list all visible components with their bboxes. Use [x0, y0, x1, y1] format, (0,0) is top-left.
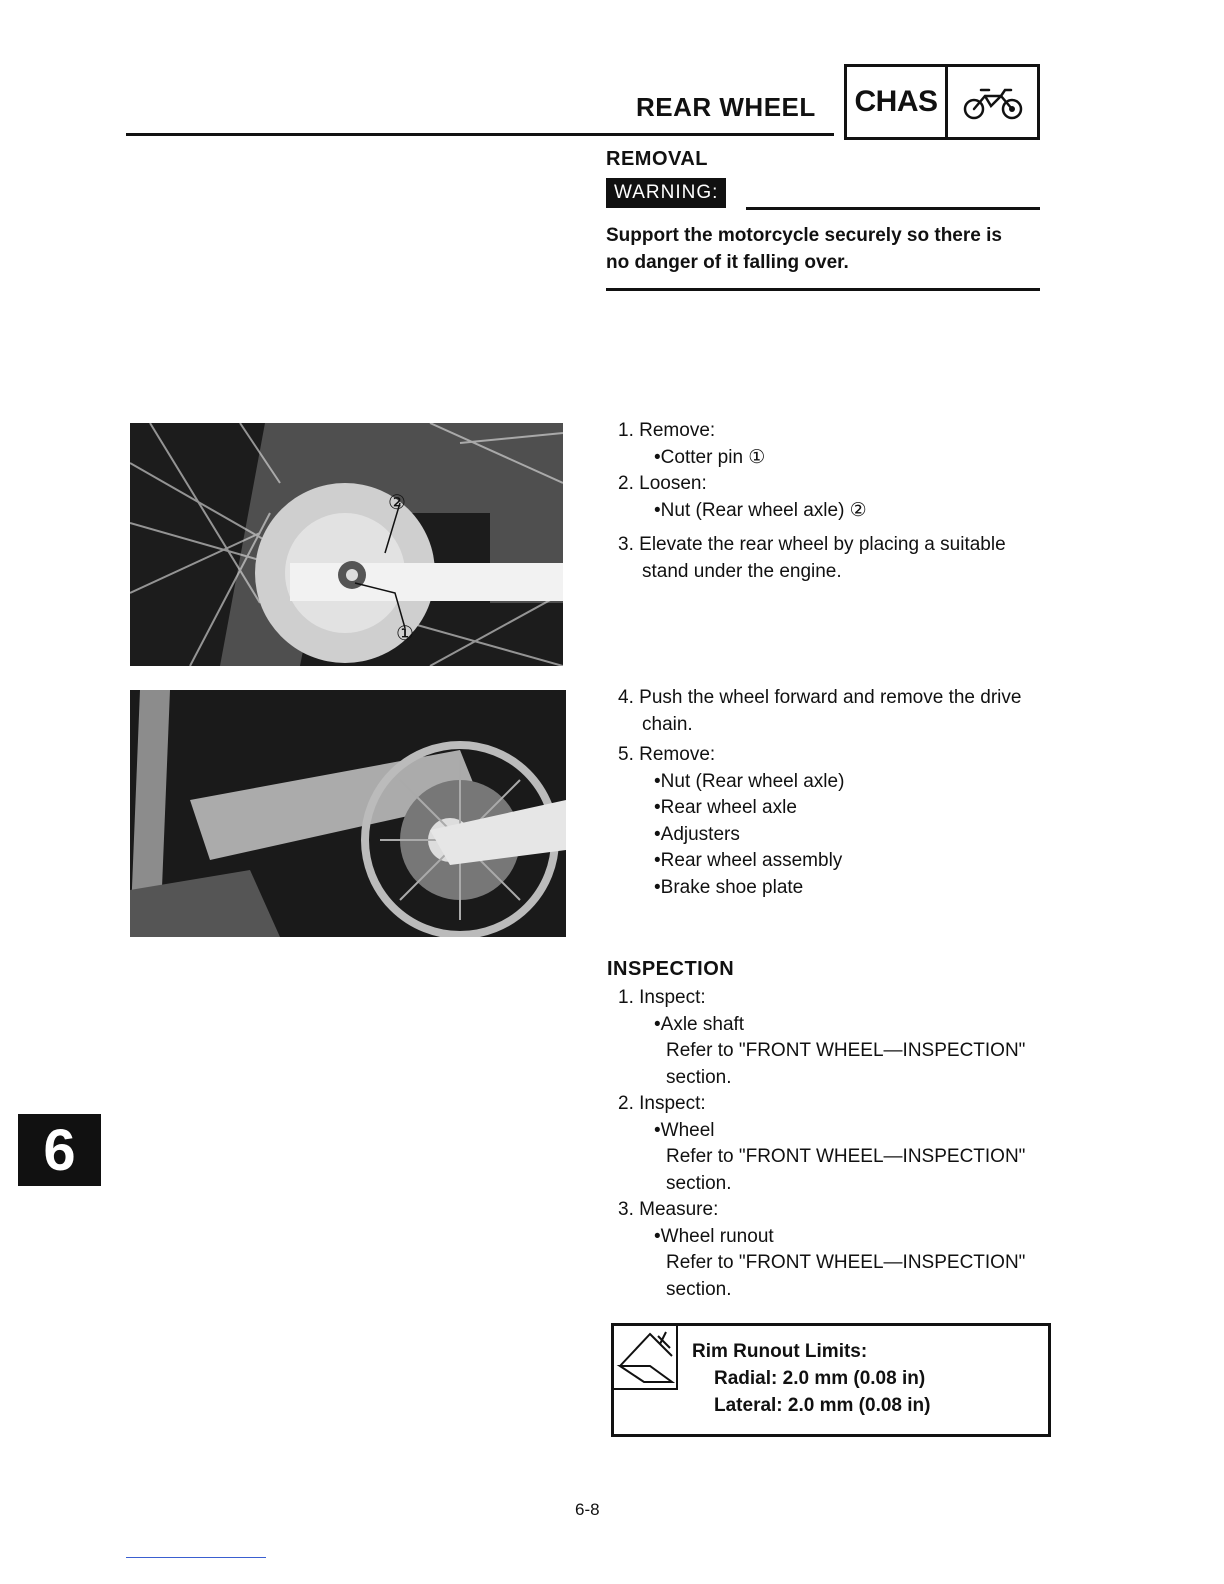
- inspect-ref: Refer to "FRONT WHEEL—INSPECTION": [666, 1040, 1026, 1061]
- step-2-item: •Nut (Rear wheel axle) ②: [654, 499, 867, 521]
- inspect-item: •Wheel runout: [654, 1225, 774, 1247]
- caliper-icon: [614, 1326, 678, 1390]
- photo-axle-cotter-pin: [130, 423, 563, 666]
- callout-1: ①: [396, 623, 414, 645]
- step-5-item: •Adjusters: [654, 823, 740, 845]
- step-2: 2. Loosen:: [618, 473, 707, 494]
- warning-label: WARNING:: [606, 178, 726, 208]
- step-5-item: •Rear wheel axle: [654, 797, 797, 818]
- removal-steps-b: [618, 685, 1021, 901]
- step-5: 5. Remove:: [618, 744, 716, 765]
- step-1: 1. Remove:: [618, 420, 716, 441]
- spec-radial: Radial: 2.0 mm (0.08 in): [714, 1368, 926, 1389]
- section-code: CHAS: [847, 67, 948, 137]
- warning-line-2: no danger of it falling over.: [606, 252, 849, 273]
- inspect-step-1: 1. Inspect:: [618, 987, 706, 1008]
- removal-heading: REMOVAL: [606, 148, 709, 170]
- inspect-item: •Wheel: [654, 1119, 715, 1141]
- inspection-steps: [618, 985, 1025, 1303]
- removal-steps-a: [618, 418, 1006, 585]
- warning-bottom-rule: [606, 288, 1040, 291]
- inspect-ref: Refer to "FRONT WHEEL—INSPECTION": [666, 1252, 1026, 1273]
- spec-box: [611, 1323, 1051, 1437]
- step-4-cont: chain.: [642, 713, 693, 735]
- page-title: REAR WHEEL: [636, 92, 816, 122]
- footer-line: [126, 1557, 266, 1558]
- warning-text: [606, 222, 1046, 276]
- inspect-step-3: 3. Measure:: [618, 1199, 719, 1220]
- spec-text: [692, 1338, 930, 1419]
- step-3: 3. Elevate the rear wheel by placing a suitable: [618, 534, 1006, 555]
- step-1-item: •Cotter pin ①: [654, 446, 766, 468]
- chapter-tab: 6: [18, 1114, 101, 1186]
- step-5-item: •Nut (Rear wheel axle): [654, 770, 845, 792]
- inspect-ref: section.: [666, 1278, 732, 1300]
- spec-lateral: Lateral: 2.0 mm (0.08 in): [714, 1395, 931, 1416]
- inspect-ref: section.: [666, 1066, 732, 1088]
- step-3-cont: stand under the engine.: [642, 560, 842, 582]
- photo-remove-wheel: [130, 690, 566, 937]
- callout-2: ②: [388, 492, 406, 514]
- inspect-ref: Refer to "FRONT WHEEL—INSPECTION": [666, 1146, 1026, 1167]
- motorcycle-icon: [948, 67, 1037, 137]
- inspection-heading: INSPECTION: [607, 958, 735, 980]
- step-5-item: •Rear wheel assembly: [654, 850, 843, 871]
- step-4: 4. Push the wheel forward and remove the drive: [618, 687, 1022, 708]
- inspect-item: •Axle shaft: [654, 1013, 745, 1035]
- inspect-step-2: 2. Inspect:: [618, 1093, 706, 1114]
- spec-title: Rim Runout Limits:: [692, 1341, 868, 1362]
- warning-rule: [746, 207, 1040, 210]
- header-rule: [126, 133, 834, 136]
- page-number: 6-8: [575, 1500, 600, 1519]
- inspect-ref: section.: [666, 1172, 732, 1194]
- step-5-item: •Brake shoe plate: [654, 876, 804, 898]
- warning-line-1: Support the motorcycle securely so there is: [606, 225, 1002, 246]
- section-badge: [844, 64, 1040, 140]
